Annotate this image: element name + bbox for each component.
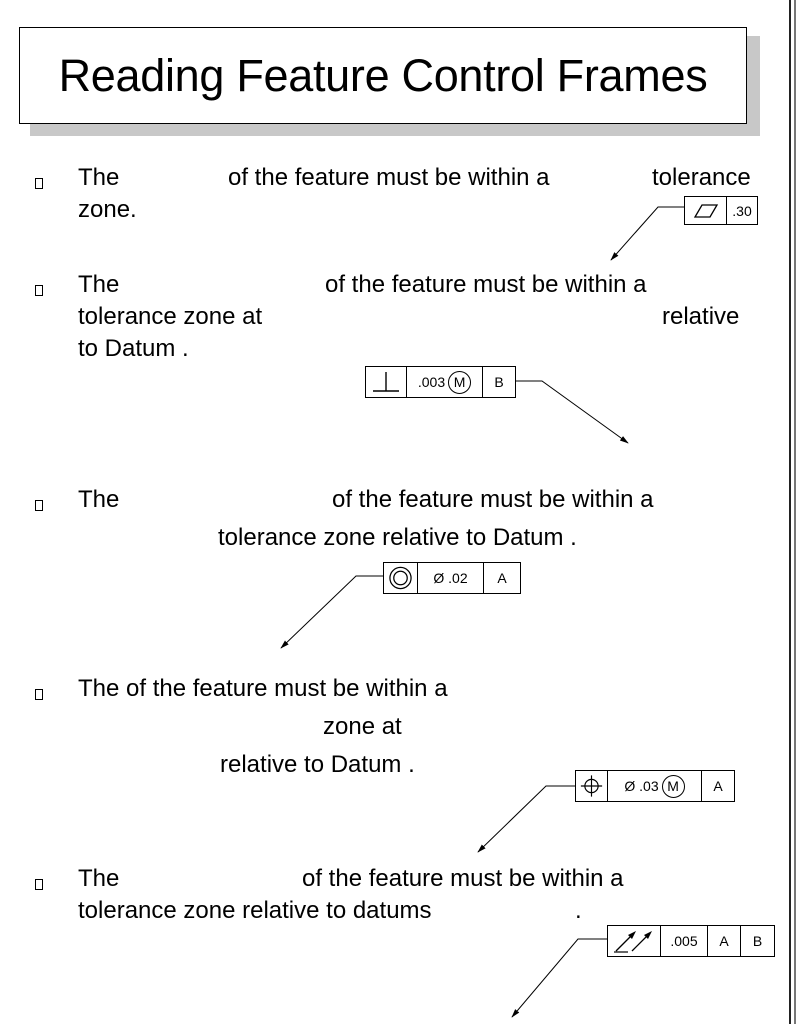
frame-5-symbol-cell [608,926,661,956]
slide-edge [789,0,791,1024]
frame-5-datum-2: B [752,933,763,949]
bullet-2 [35,285,43,296]
slide-edge-shadow [794,0,796,1024]
mmc-modifier-icon: M [662,775,685,798]
flatness-icon [693,203,719,219]
frame-2-symbol-cell [366,367,407,397]
position-icon [580,773,603,799]
frame-5-tolerance: .005 [661,926,708,956]
item-3-text-1: The [78,486,120,513]
frame-3-symbol-cell [384,563,418,593]
item-2-text-5: to Datum . [78,335,189,362]
concentricity-icon [388,565,413,591]
frame-4-tolerance-cell [608,771,702,801]
feature-control-frame-4 [575,770,735,802]
bullet-3 [35,500,43,511]
frame-1-symbol-cell [685,197,727,224]
item-5-text-3: tolerance zone relative to datums [78,897,432,924]
title-box [19,27,747,124]
bullet-5 [35,879,43,890]
frame-2-datum: B [494,374,504,390]
total-runout-icon [612,928,656,954]
item-5-text-4: . [575,897,582,924]
page-title: Reading Feature Control Frames [58,49,708,101]
leader-line-3 [281,576,383,648]
perpendicularity-icon [371,370,401,394]
item-3-text-3: tolerance zone relative to Datum . [218,524,577,551]
feature-control-frame-5 [607,925,775,957]
item-4-text-1: The of the feature must be within a [78,675,448,702]
item-2-text-3: tolerance zone at [78,303,263,330]
bullet-4 [35,689,43,700]
leader-line-1 [611,207,684,260]
frame-4-datum: A [713,778,723,794]
diameter-symbol: Ø [433,570,445,586]
item-2-text-1: The [78,271,120,298]
frame-3-tolerance-cell [418,563,484,593]
item-5-text-1: The [78,865,120,892]
leader-line-5 [512,939,607,1017]
frame-1-tolerance: .30 [732,202,752,219]
item-4-text-2: zone at [323,713,402,740]
item-5-text-2: of the feature must be within a [302,865,624,892]
frame-5-datum-1: A [708,926,741,956]
feature-control-frame-3 [383,562,521,594]
item-1-text-2: of the feature must be within a [228,164,550,191]
item-4-text-3: relative to Datum . [220,751,415,778]
frame-2-tolerance-cell [407,367,483,397]
frame-4-symbol-cell [576,771,608,801]
frame-4-tolerance: .03 [639,778,659,794]
frame-3-tolerance: .02 [448,570,468,586]
item-2-text-2: of the feature must be within a [325,271,647,298]
leader-line-2 [515,381,628,443]
feature-control-frame-2 [365,366,516,398]
item-1-text-1: The [78,164,120,191]
bullet-1 [35,178,43,189]
item-2-text-4: relative [662,303,740,330]
feature-control-frame-1 [684,196,758,225]
item-3-text-2: of the feature must be within a [332,486,654,513]
mmc-modifier-icon: M [448,371,471,394]
leader-line-4 [478,786,575,852]
frame-2-tolerance: .003 [417,374,446,390]
frame-3-datum: A [497,570,507,586]
item-1-text-4: zone. [78,196,137,223]
item-1-text-3: tolerance [652,164,751,191]
diameter-symbol: Ø [624,778,636,794]
